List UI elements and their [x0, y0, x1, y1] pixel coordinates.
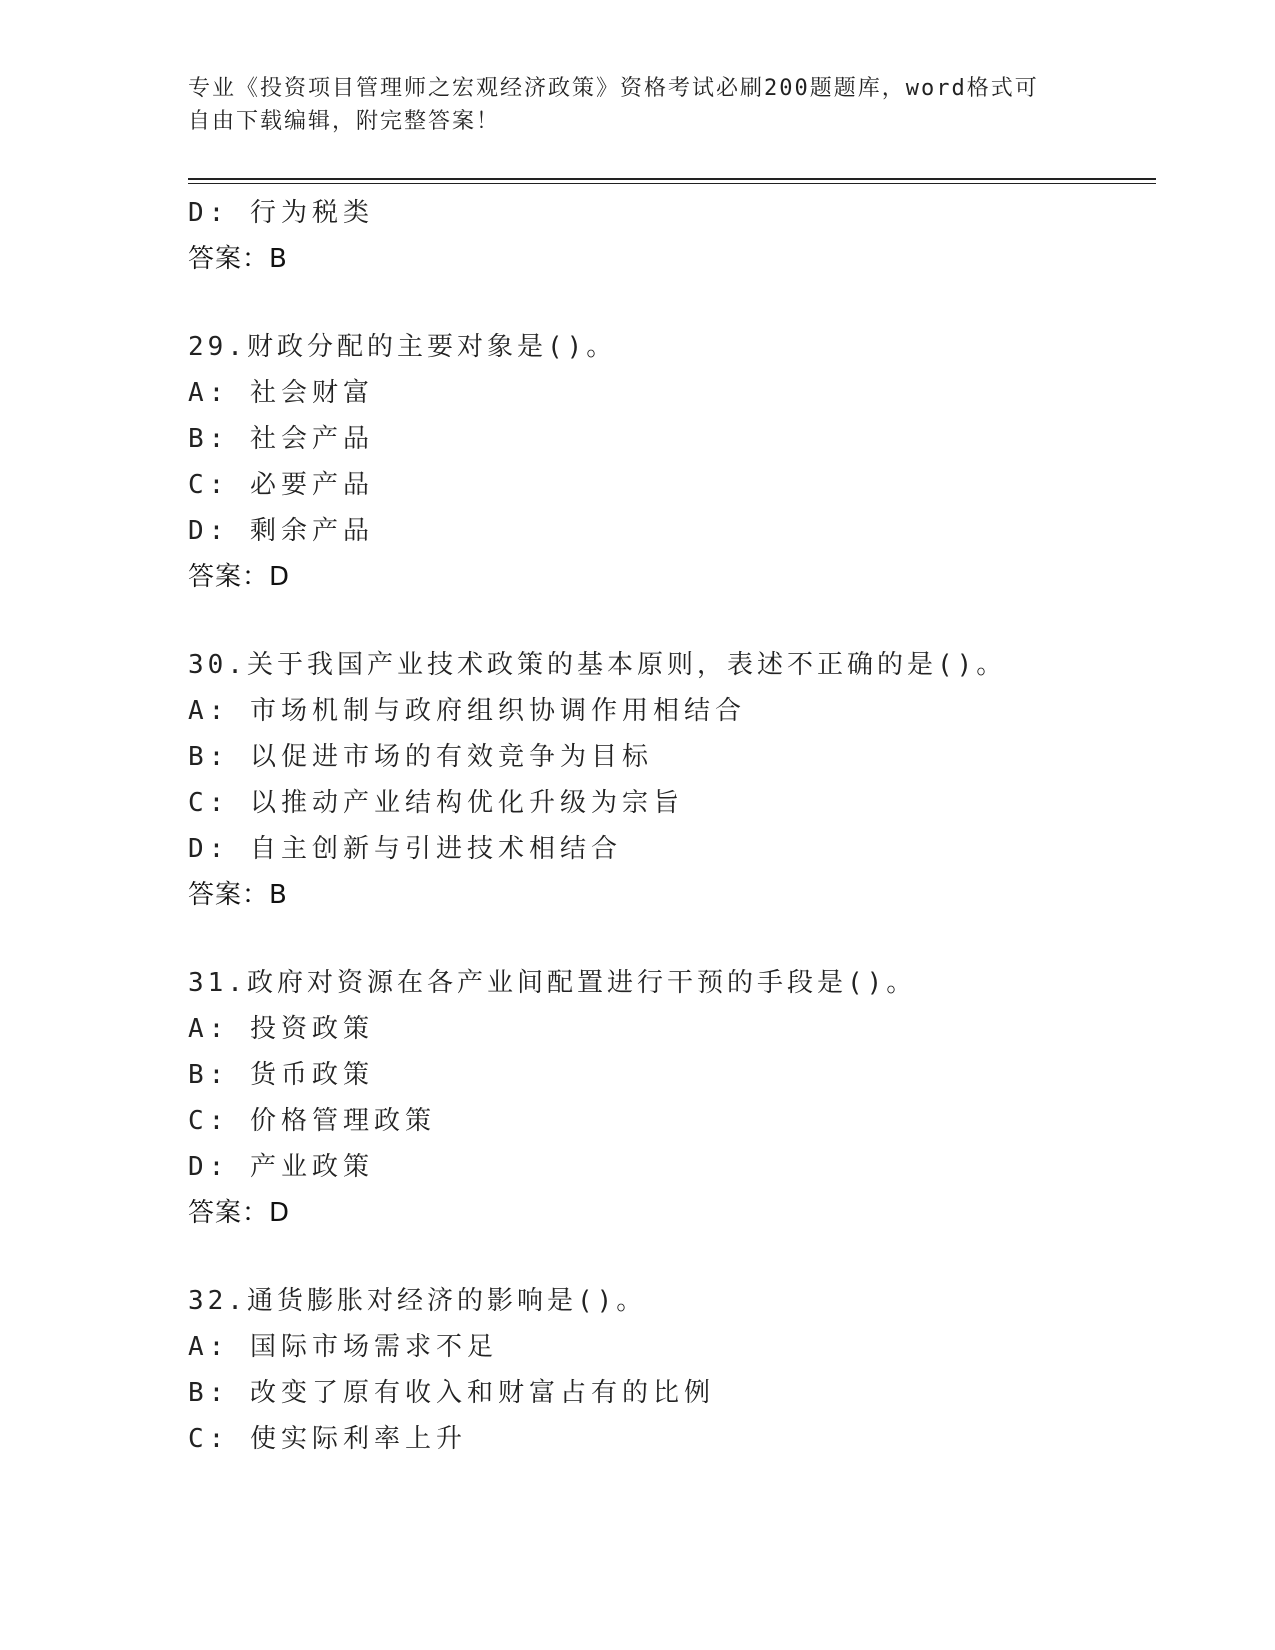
question-stem: 30.关于我国产业技术政策的基本原则，表述不正确的是()。	[188, 650, 1007, 680]
option-d: D: 剩余产品	[188, 516, 374, 546]
question-30	[188, 642, 1156, 918]
question-31	[188, 960, 1156, 1236]
option-a: A: 投资政策	[188, 1014, 374, 1044]
option-c: C: 必要产品	[188, 470, 374, 500]
option-a: A: 社会财富	[188, 378, 374, 408]
header-title-line-2: 自由下载编辑，附完整答案！	[188, 109, 501, 134]
question-stem: 29.财政分配的主要对象是()。	[188, 332, 617, 362]
option-d: D: 产业政策	[188, 1152, 374, 1182]
header-divider-thin	[188, 183, 1156, 184]
question-list	[188, 190, 1156, 1462]
question-28-tail	[188, 190, 1156, 282]
document-header	[188, 72, 1088, 138]
answer-line: 答案：D	[188, 562, 291, 592]
option-b: B: 改变了原有收入和财富占有的比例	[188, 1378, 715, 1408]
question-32	[188, 1278, 1156, 1462]
option-d: D: 行为税类	[188, 198, 374, 228]
option-b: B: 以促进市场的有效竞争为目标	[188, 742, 653, 772]
option-b: B: 货币政策	[188, 1060, 374, 1090]
question-stem: 31.政府对资源在各产业间配置进行干预的手段是()。	[188, 968, 917, 998]
option-c: C: 使实际利率上升	[188, 1424, 467, 1454]
question-stem: 32.通货膨胀对经济的影响是()。	[188, 1286, 647, 1316]
question-29	[188, 324, 1156, 600]
answer-line: 答案：B	[188, 880, 288, 910]
option-a: A: 市场机制与政府组织协调作用相结合	[188, 696, 746, 726]
header-title-line-1: 专业《投资项目管理师之宏观经济政策》资格考试必刷200题题库，word格式可	[188, 76, 1039, 101]
answer-line: 答案：B	[188, 244, 288, 274]
option-c: C: 价格管理政策	[188, 1106, 436, 1136]
option-c: C: 以推动产业结构优化升级为宗旨	[188, 788, 684, 818]
option-a: A: 国际市场需求不足	[188, 1332, 498, 1362]
answer-line: 答案：D	[188, 1198, 291, 1228]
header-divider-thick	[188, 178, 1156, 180]
option-d: D: 自主创新与引进技术相结合	[188, 834, 622, 864]
option-b: B: 社会产品	[188, 424, 374, 454]
